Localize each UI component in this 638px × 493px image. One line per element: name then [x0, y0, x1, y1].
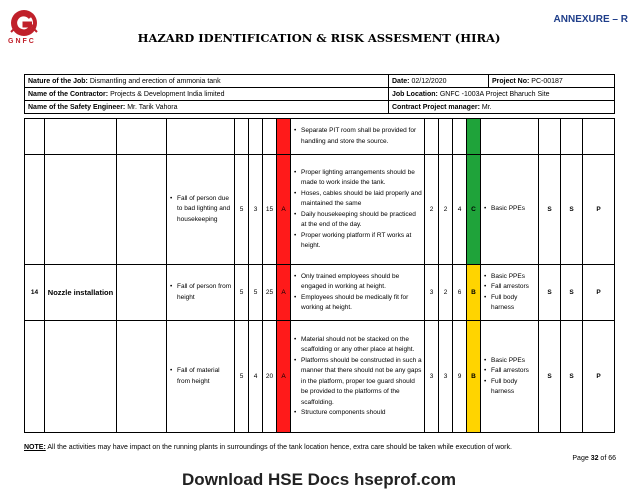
- safety-engineer-cell: Name of the Safety Engineer: Mr. Tarik Vahora: [25, 101, 389, 114]
- residual-rank-cell: [467, 119, 481, 155]
- footer-note: NOTE: All the activities may have impact on the running plants in surroundings of the tank location hence, extra care should be taken while execution of work.: [24, 444, 512, 451]
- table-row: • Fall of material from height 5 4 20 A • Material should not be stacked on the scaffolding or any other place at height. • Platforms should be constructed in such a manner that there should not be any gaps in the platform, proper toe guard should be provided to the platforms of the scaffolding. • Structure components should 3 3 9 B • Basic PPEs • Fall arrestors • Full body harness S S P: [25, 321, 615, 433]
- project-no-cell: Project No: PC-00187: [489, 75, 615, 88]
- date-cell: Date: 02/12/2020: [389, 75, 489, 88]
- controls-cell: • Separate PIT room shall be provided for handling and store the source.: [291, 119, 425, 155]
- job-nature-cell: Nature of the Job: Dismantling and erection of ammonia tank: [25, 75, 389, 88]
- residual-rank-cell: C: [467, 155, 481, 265]
- hazard-cell: • Fall of person due to bad lighting and housekeeping: [167, 155, 235, 265]
- residual-rank-cell: B: [467, 321, 481, 433]
- download-banner: Download HSE Docs hseprof.com: [182, 470, 456, 489]
- hazard-cell: • Fall of person from height: [167, 265, 235, 321]
- job-location-cell: Job Location: GNFC -1003A Project Bharuch Site: [389, 88, 615, 101]
- ppe-cell: • Basic PPEs • Fall arrestors • Full body harness: [481, 321, 539, 433]
- job-info-table: [24, 74, 615, 114]
- ppe-cell: • Basic PPEs • Fall arrestors • Full body harness: [481, 265, 539, 321]
- annexure-label: ANNEXURE – R: [553, 14, 628, 25]
- table-row: 14 Nozzle installation • Fall of person from height 5 5 25 A • Only trained employees should be engaged in working at height. • Employees should be medically fit for working at height. 3 2 6 B • Basic PPEs • Fall arrestors • Full body harness S S P: [25, 265, 615, 321]
- logo-text: GNFC: [8, 38, 36, 45]
- rank-cell: A: [277, 155, 291, 265]
- rank-cell: A: [277, 265, 291, 321]
- page-number: Page 32 of 66: [572, 455, 616, 462]
- sr-no-cell: 14: [25, 265, 45, 321]
- project-manager-cell: Contract Project manager: Mr.: [389, 101, 615, 114]
- controls-cell: • Material should not be stacked on the scaffolding or any other place at height. • Platforms should be constructed in such a manner that there should not be any gaps in the platform, proper toe guard should be provided to the platforms of the scaffolding. • Structure components should: [291, 321, 425, 433]
- hazard-cell: • Fall of material from height: [167, 321, 235, 433]
- page-title: HAZARD IDENTIFICATION & RISK ASSESMENT (HIRA): [137, 31, 501, 45]
- table-row: • Fall of person due to bad lighting and housekeeping 5 3 15 A • Proper lighting arrangements should be made to work inside the tank. • Hoses, cables should be laid properly and maintained the same • Daily housekeeping should be practiced at the end of the day. • Proper working platform if RT works at height. 2 2 4 C • Basic PPEs S S P: [25, 155, 615, 265]
- rank-cell: A: [277, 321, 291, 433]
- ppe-cell: • Basic PPEs: [481, 155, 539, 265]
- controls-cell: • Only trained employees should be engaged in working at height. • Employees should be medically fit for working at height.: [291, 265, 425, 321]
- rank-cell: [277, 119, 291, 155]
- residual-rank-cell: B: [467, 265, 481, 321]
- table-row: [25, 119, 615, 155]
- activity-cell: Nozzle installation: [45, 265, 117, 321]
- controls-cell: • Proper lighting arrangements should be made to work inside the tank. • Hoses, cables should be laid properly and maintained the same • Daily housekeeping should be practiced at the end of the day. • Proper working platform if RT works at height.: [291, 155, 425, 265]
- contractor-cell: Name of the Contractor: Projects & Development India limited: [25, 88, 389, 101]
- hira-table: [24, 118, 615, 433]
